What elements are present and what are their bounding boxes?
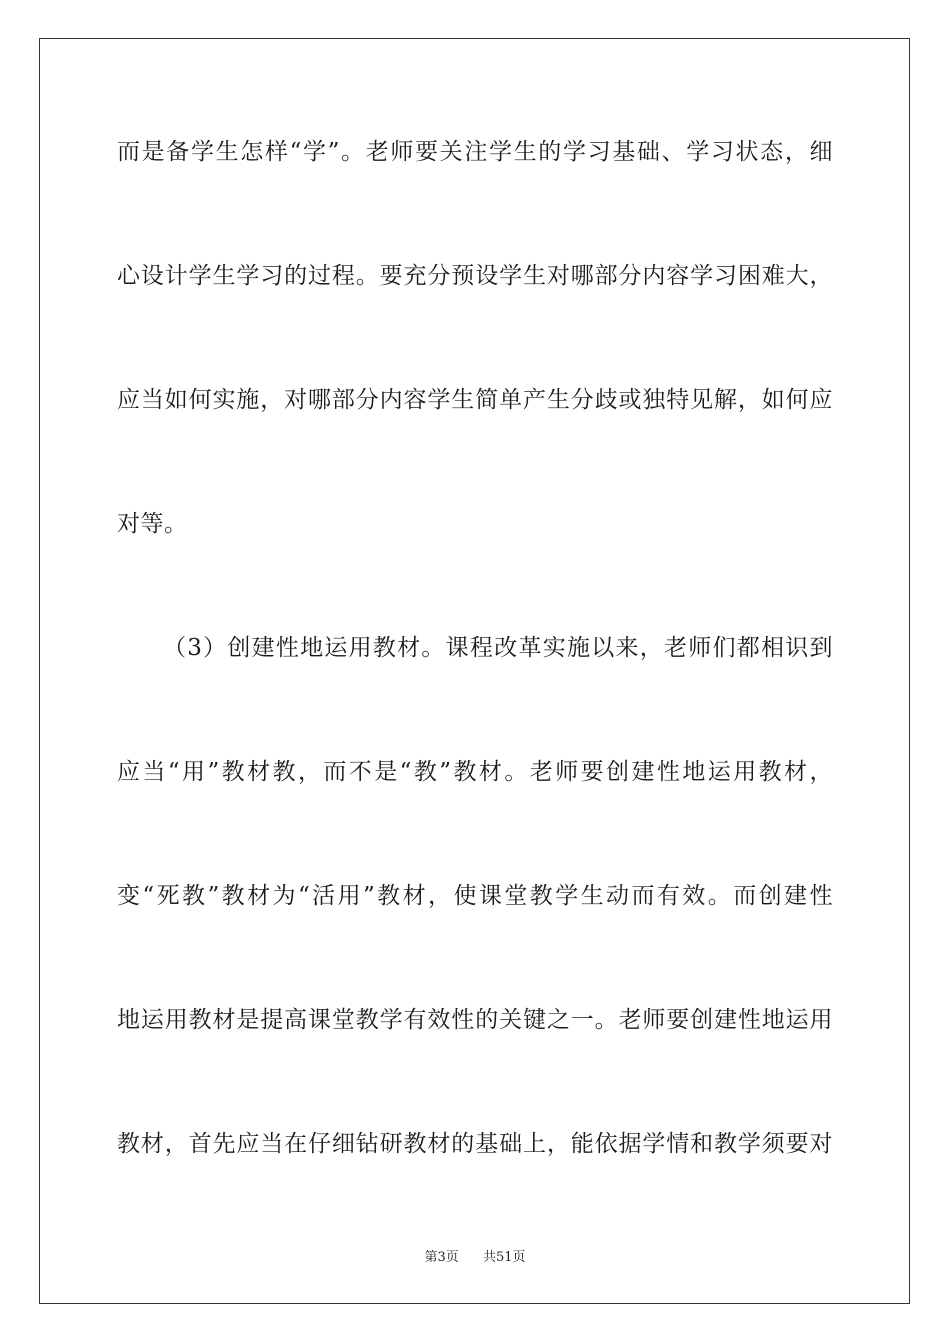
page-footer [0, 1246, 950, 1265]
text-line: 变“死教”教材为“活用”教材，使课堂教学生动而有效。而创建性 [117, 883, 833, 909]
text-line: 心设计学生学习的过程。要充分预设学生对哪部分内容学习困难大， [117, 263, 833, 289]
total-pages: 共51页 [483, 1250, 526, 1265]
page-number: 第3页 [424, 1250, 459, 1265]
text-line: 应当如何实施，对哪部分内容学生简单产生分歧或独特见解，如何应 [117, 387, 833, 413]
text-line-indented: （3）创建性地运用教材。课程改革实施以来，老师们都相识到 [163, 635, 833, 661]
text-line: 地运用教材是提高课堂教学有效性的关键之一。老师要创建性地运用 [117, 1007, 833, 1033]
text-line: 对等。 [117, 511, 188, 537]
text-line: 而是备学生怎样“学”。老师要关注学生的学习基础、学习状态，细 [117, 139, 833, 165]
document-body [117, 125, 833, 1241]
text-line: 应当“用”教材教，而不是“教”教材。老师要创建性地运用教材， [117, 759, 833, 785]
text-line: 教材，首先应当在仔细钻研教材的基础上，能依据学情和教学须要对 [117, 1131, 833, 1157]
